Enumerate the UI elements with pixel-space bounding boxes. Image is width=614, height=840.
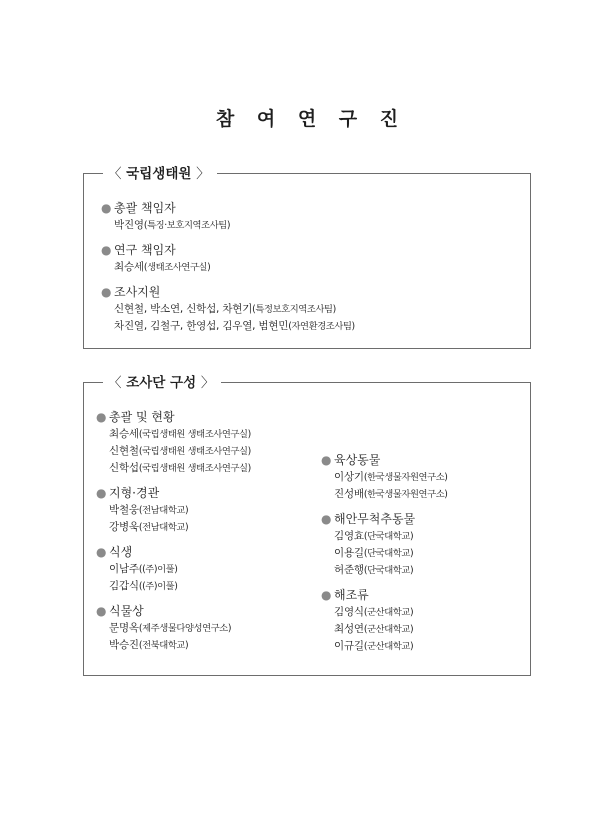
member-name: 허준행 <box>334 564 364 576</box>
bullet-icon: ● <box>96 604 107 618</box>
bullet-icon: ● <box>321 512 332 526</box>
member-line <box>334 638 448 655</box>
list-item-flora <box>96 603 251 654</box>
bullet-icon: ● <box>96 486 107 500</box>
member-name: 김갑식 <box>109 580 139 592</box>
member-org: (단국대학교) <box>363 531 414 542</box>
member-org: (전남대학교) <box>138 505 189 516</box>
member-name: 이용길 <box>334 547 364 559</box>
member-name: 신현철, 박소연, 신학섭, 차현기 <box>114 303 253 315</box>
list-item-survey-support <box>101 284 355 335</box>
institute-list <box>101 200 355 335</box>
list-item-research-manager <box>101 242 355 276</box>
member-line <box>109 502 251 519</box>
member-name: 최승세 <box>114 261 144 273</box>
member-name: 박승진 <box>109 639 139 651</box>
member-line <box>334 486 448 503</box>
member-org: (전북대학교) <box>138 640 189 651</box>
member-name: 신현철 <box>109 445 139 457</box>
bullet-icon: ● <box>321 588 332 602</box>
group-label: 총괄 및 현황 <box>109 410 175 424</box>
member-line <box>109 561 251 578</box>
section-institute-box <box>83 166 531 349</box>
member-name: 강병욱 <box>109 521 139 533</box>
section-title-text: 조사단 구성 <box>126 375 197 391</box>
member-name: 박철웅 <box>109 504 139 516</box>
member-line <box>334 545 448 562</box>
member-org: ((주)이풀) <box>138 564 178 575</box>
member-org: (군산대학교) <box>363 624 414 635</box>
member-name: 신학섭 <box>109 462 139 474</box>
list-item-overview <box>96 409 251 477</box>
member-org: (국립생태원 생태조사연구실) <box>138 463 251 474</box>
member-org: (국립생태원 생태조사연구실) <box>138 429 251 440</box>
member-line <box>109 426 251 443</box>
member-line <box>109 519 251 536</box>
member-org: (전남대학교) <box>138 522 189 533</box>
group-label: 식생 <box>109 545 133 559</box>
member-name: 문명옥 <box>109 622 139 634</box>
group-label: 총괄 책임자 <box>114 201 176 215</box>
group-label: 식물상 <box>109 604 144 618</box>
list-item-seaweeds <box>321 587 448 655</box>
bullet-icon: ● <box>101 201 112 215</box>
member-name: 최승세 <box>109 428 139 440</box>
member-line <box>109 637 251 654</box>
member-org: (특정보호지역조사팀) <box>252 304 336 315</box>
close-bracket: 〉 <box>196 166 210 182</box>
member-org: (한국생물자원연구소) <box>363 489 448 500</box>
open-bracket: 〈 <box>108 375 122 391</box>
list-item-terrestrial-animals <box>321 452 448 503</box>
member-org: (제주생물다양성연구소) <box>138 623 232 634</box>
member-line <box>114 301 355 318</box>
team-right-column <box>321 452 448 655</box>
member-name: 이상기 <box>334 471 364 483</box>
section-team-box <box>83 375 531 676</box>
member-org: ((주)이풀) <box>138 581 178 592</box>
member-line <box>114 259 355 276</box>
group-label: 연구 책임자 <box>114 243 176 257</box>
member-name: 차진열, 김철구, 한영섭, 김우열, 범현민 <box>114 320 289 332</box>
member-line <box>109 620 251 637</box>
member-org: (자연환경조사팀) <box>288 321 355 332</box>
group-label: 해안무척추동물 <box>334 512 416 526</box>
open-bracket: 〈 <box>108 166 122 182</box>
member-line <box>109 460 251 477</box>
member-org: (한국생물자원연구소) <box>363 472 448 483</box>
section-team-title <box>103 373 221 393</box>
member-org: (단국대학교) <box>363 565 414 576</box>
member-org: (군산대학교) <box>363 641 414 652</box>
member-name: 김영효 <box>334 530 364 542</box>
member-name: 최성연 <box>334 623 364 635</box>
member-org: (특징·보호지역조사팀) <box>143 220 231 231</box>
member-org: (군산대학교) <box>363 607 414 618</box>
member-line <box>334 562 448 579</box>
group-label: 해조류 <box>334 588 369 602</box>
list-item-vegetation <box>96 544 251 595</box>
bullet-icon: ● <box>101 243 112 257</box>
page-title: 참 여 연 구 진 <box>215 108 407 130</box>
bullet-icon: ● <box>96 410 107 424</box>
member-name: 이남주 <box>109 563 139 575</box>
group-label: 육상동물 <box>334 453 381 467</box>
bullet-icon: ● <box>96 545 107 559</box>
member-name: 김영식 <box>334 606 364 618</box>
member-name: 박진영 <box>114 219 144 231</box>
member-line <box>114 217 355 234</box>
bullet-icon: ● <box>101 285 112 299</box>
member-org: (국립생태원 생태조사연구실) <box>138 446 251 457</box>
bullet-icon: ● <box>321 453 332 467</box>
list-item-coastal-invertebrates <box>321 511 448 579</box>
member-name: 진성배 <box>334 488 364 500</box>
member-org: (단국대학교) <box>363 548 414 559</box>
section-title-text: 국립생태원 <box>126 166 192 182</box>
list-item-landscape <box>96 485 251 536</box>
member-org: (생태조사연구실) <box>143 262 211 273</box>
member-line <box>334 469 448 486</box>
section-institute-title <box>103 164 217 184</box>
group-label: 지형·경관 <box>109 486 160 500</box>
group-label: 조사지원 <box>114 285 161 299</box>
member-line <box>109 578 251 595</box>
member-line <box>114 318 355 335</box>
member-line <box>109 443 251 460</box>
member-line <box>334 621 448 638</box>
member-name: 이규길 <box>334 640 364 652</box>
member-line <box>334 604 448 621</box>
list-item-general-manager <box>101 200 355 234</box>
team-left-column <box>96 409 251 654</box>
member-line <box>334 528 448 545</box>
close-bracket: 〉 <box>200 375 215 391</box>
